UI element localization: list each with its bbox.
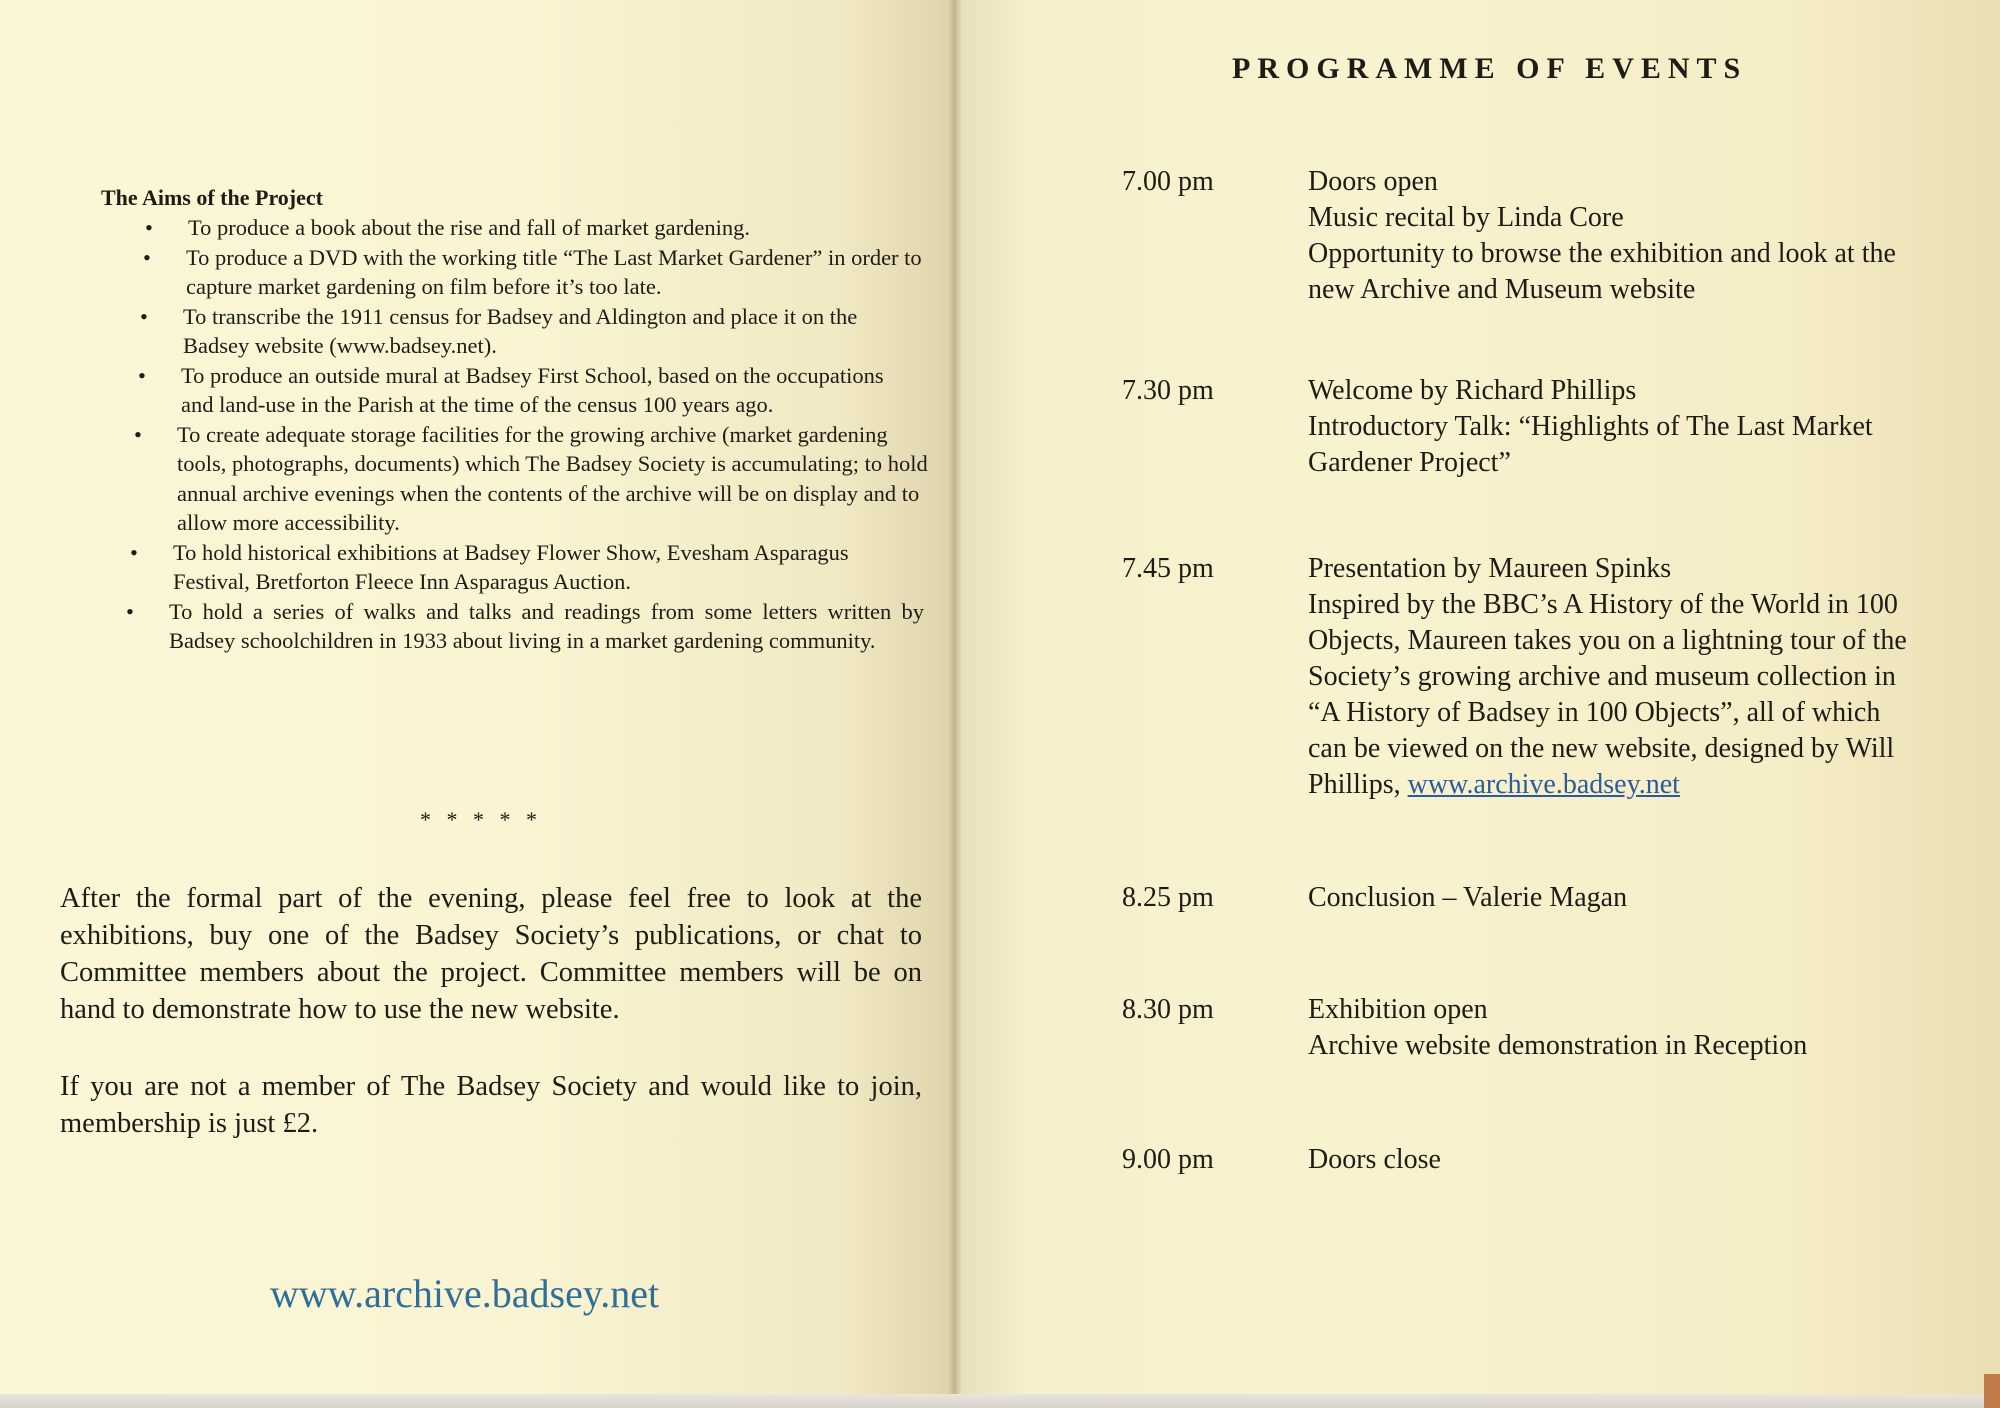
aim-text: To produce an outside mural at Badsey First School, based on the occupations and land-use in the Parish at the time of the census 100 years ago. — [181, 362, 884, 417]
aim-text: To transcribe the 1911 census for Badsey and Aldington and place it on the Badsey website (www.badsey.net). — [183, 303, 858, 358]
closing-paragraph: After the formal part of the evening, please feel free to look at the exhibitions, buy one of the Badsey Society’s publications, or chat to Committee members about the project. Committee members will be on hand to demonstrate how to use the new website. — [60, 883, 922, 1025]
aim-item — [140, 302, 930, 361]
aim-item — [143, 243, 930, 302]
event-description — [1308, 164, 1980, 308]
event-time: 9.00 pm — [1122, 1144, 1214, 1175]
event-line: Doors open — [1308, 166, 1438, 197]
event-line: Gardener Project” — [1308, 447, 1511, 478]
bullet-icon: • — [138, 362, 146, 388]
event-line: new Archive and Museum website — [1308, 274, 1696, 305]
aim-item — [138, 361, 930, 420]
event-line: Presentation by Maureen Spinks — [1308, 553, 1672, 584]
page-fold — [948, 0, 962, 1408]
aim-item — [130, 538, 930, 597]
membership-paragraph: If you are not a member of The Badsey Society and would like to join, membership is just £2. — [60, 1071, 922, 1139]
event-line: Objects, Maureen takes you on a lightning tour of the — [1308, 625, 1907, 656]
archive-website-link[interactable]: www.archive.badsey.net — [270, 1271, 660, 1316]
event-line — [1308, 767, 1980, 803]
aims-list — [100, 213, 930, 656]
event-description — [1308, 373, 1980, 481]
event-description — [1308, 880, 1980, 916]
aim-item — [145, 213, 930, 243]
event-time: 8.25 pm — [1122, 882, 1214, 913]
bullet-icon: • — [143, 244, 151, 270]
event-line: Introductory Talk: “Highlights of The Last Market — [1308, 411, 1873, 442]
event-line: Inspired by the BBC’s A History of the World in 100 — [1308, 589, 1898, 620]
event-line: Archive website demonstration in Reception — [1308, 1030, 1808, 1061]
event-line: Exhibition open — [1308, 994, 1488, 1025]
aim-text: To produce a DVD with the working title “The Last Market Gardener” in order to capture market gardening on film before it’s too late. — [186, 244, 922, 299]
event-line-prefix: Phillips, — [1308, 769, 1408, 800]
event-description — [1308, 551, 1980, 803]
bullet-icon: • — [145, 215, 153, 240]
aim-text: To produce a book about the rise and fall of market gardening. — [188, 215, 750, 240]
event-line: Society’s growing archive and museum collection in — [1308, 661, 1896, 692]
event-line: Welcome by Richard Phillips — [1308, 375, 1637, 406]
cover-edge — [1984, 1374, 2000, 1408]
bullet-icon: • — [126, 598, 134, 624]
section-separator: * * * * * — [420, 807, 542, 832]
event-line: “A History of Badsey in 100 Objects”, all of which — [1308, 697, 1881, 728]
event-description — [1308, 992, 1980, 1064]
aim-item — [134, 420, 930, 538]
aim-text: To hold historical exhibitions at Badsey Flower Show, Evesham Asparagus Festival, Bretforton Fleece Inn Asparagus Auction. — [173, 539, 849, 594]
archive-website-link-inline[interactable]: www.archive.badsey.net — [1407, 769, 1680, 800]
aim-item — [126, 597, 930, 656]
event-line: Music recital by Linda Core — [1308, 202, 1624, 233]
programme-title: PROGRAMME OF EVENTS — [1232, 52, 1748, 85]
event-line: Doors close — [1308, 1144, 1441, 1175]
event-time: 7.45 pm — [1122, 553, 1214, 584]
bullet-icon: • — [134, 421, 142, 447]
event-line: Opportunity to browse the exhibition and look at the — [1308, 238, 1896, 269]
event-time: 8.30 pm — [1122, 994, 1214, 1025]
page-edge — [0, 1394, 2000, 1408]
event-time: 7.30 pm — [1122, 375, 1214, 406]
bullet-icon: • — [130, 539, 138, 565]
event-description — [1308, 1142, 1980, 1178]
aim-text: To create adequate storage facilities for the growing archive (market gardening tools, photographs, documents) which The Badsey Society is accumulating; to hold annual archive evenings when the contents of the archive will be on display and to allow more accessibility. — [177, 421, 928, 535]
aim-text: To hold a series of walks and talks and readings from some letters written by Badsey schoolchildren in 1933 about living in a market gardening community. — [169, 598, 924, 653]
left-page — [0, 0, 955, 1408]
aims-heading: The Aims of the Project — [101, 185, 323, 210]
event-time: 7.00 pm — [1122, 166, 1214, 197]
event-line: Conclusion – Valerie Magan — [1308, 882, 1628, 913]
bullet-icon: • — [140, 303, 148, 329]
event-line: can be viewed on the new website, designed by Will — [1308, 733, 1895, 764]
